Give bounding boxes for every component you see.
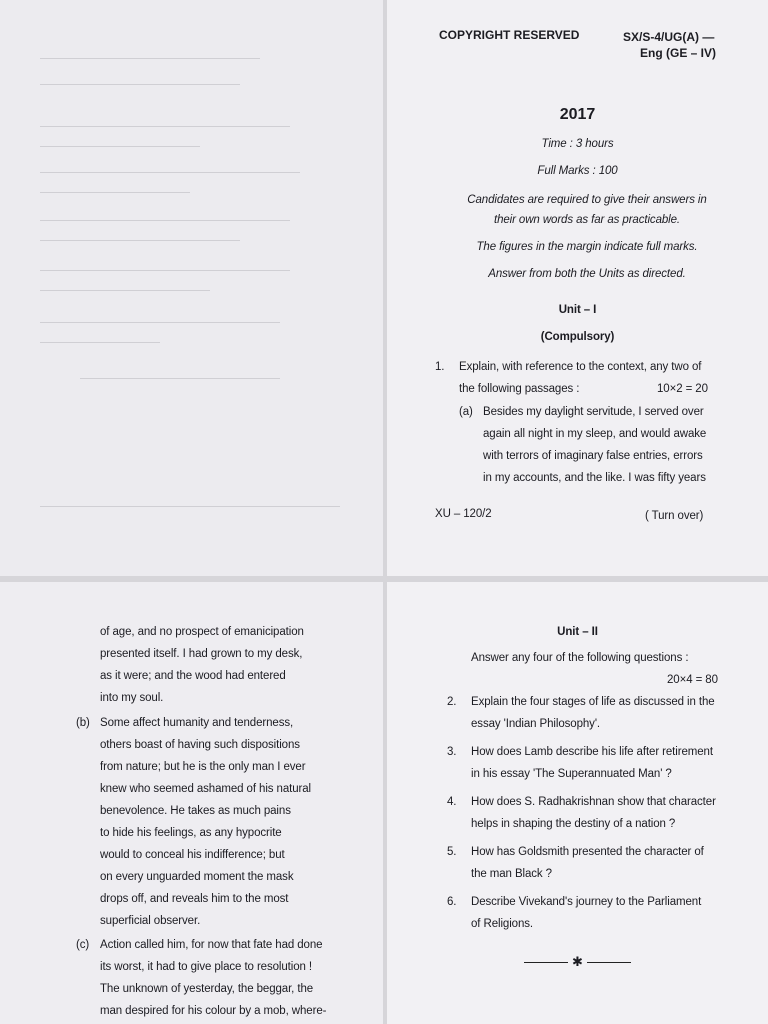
show-through-line bbox=[40, 126, 290, 127]
passage-text: as it were; and the wood had entered bbox=[100, 670, 286, 682]
unit2-instruction: Answer any four of the following questions : bbox=[471, 652, 689, 664]
question-text: essay 'Indian Philosophy'. bbox=[471, 718, 601, 730]
show-through-line bbox=[80, 378, 280, 379]
passage-text: to hide his feelings, as any hypocrite bbox=[100, 827, 282, 839]
question-text: Explain, with reference to the context, any two of bbox=[459, 361, 702, 373]
footer-code: XU – 120/2 bbox=[435, 508, 492, 520]
passage-text: drops off, and reveals him to the most bbox=[100, 893, 289, 905]
question-number: 2. bbox=[447, 696, 457, 708]
page-passages bbox=[0, 582, 383, 1024]
unit2-marks: 20×4 = 80 bbox=[667, 674, 718, 686]
question-text: Explain the four stages of life as discussed in the bbox=[471, 696, 715, 708]
passage-text: on every unguarded moment the mask bbox=[100, 871, 294, 883]
question-number: 6. bbox=[447, 896, 457, 908]
end-asterisk: ✱ bbox=[572, 954, 583, 969]
unit1-subtitle: (Compulsory) bbox=[540, 331, 615, 343]
question-text: the following passages : bbox=[459, 383, 580, 395]
instruction-line: The figures in the margin indicate full marks. bbox=[476, 241, 698, 253]
passage-label: (b) bbox=[76, 717, 90, 729]
passage-text: from nature; but he is the only man I ever bbox=[100, 761, 306, 773]
exam-year: 2017 bbox=[559, 106, 596, 123]
page-cover bbox=[387, 0, 768, 576]
question-text: the man Black ? bbox=[471, 868, 552, 880]
page-unit2 bbox=[387, 582, 768, 1024]
passage-text: The unknown of yesterday, the beggar, the bbox=[100, 983, 314, 995]
question-text: How has Goldsmith presented the character of bbox=[471, 846, 704, 858]
passage-text: presented itself. I had grown to my desk, bbox=[100, 648, 303, 660]
passage-text: Besides my daylight servitude, I served over bbox=[483, 406, 704, 418]
question-number: 1. bbox=[435, 361, 445, 373]
passage-label: (a) bbox=[459, 406, 473, 418]
passage-text: knew who seemed ashamed of his natural bbox=[100, 783, 311, 795]
passage-text: man despired for his colour by a mob, where- bbox=[100, 1005, 327, 1017]
passage-text: superficial observer. bbox=[100, 915, 201, 927]
divider-line bbox=[587, 962, 631, 963]
divider-line bbox=[524, 962, 568, 963]
instruction-line: Answer from both the Units as directed. bbox=[488, 268, 686, 280]
passage-text: with terrors of imaginary false entries, errors bbox=[483, 450, 703, 462]
show-through-line bbox=[40, 322, 280, 323]
copyright-label: COPYRIGHT RESERVED bbox=[439, 28, 580, 42]
passage-text: again all night in my sleep, and would awake bbox=[483, 428, 707, 440]
instruction-line: Candidates are required to give their answers in bbox=[467, 194, 707, 206]
passage-text: would to conceal his indifference; but bbox=[100, 849, 285, 861]
show-through-line bbox=[40, 270, 290, 271]
show-through-line bbox=[40, 342, 160, 343]
question-text: How does S. Radhakrishnan show that character bbox=[471, 796, 716, 808]
show-through-line bbox=[40, 146, 200, 147]
instruction-line: their own words as far as practicable. bbox=[493, 214, 681, 226]
unit2-title: Unit – II bbox=[557, 626, 598, 638]
show-through-line bbox=[40, 240, 240, 241]
passage-text: others boast of having such dispositions bbox=[100, 739, 300, 751]
passage-text: its worst, it had to give place to resolution ! bbox=[100, 961, 312, 973]
question-text: helps in shaping the destiny of a nation ? bbox=[471, 818, 676, 830]
paper-code-line2: Eng (GE – IV) bbox=[640, 46, 717, 60]
show-through-line bbox=[40, 290, 210, 291]
passage-text: Action called him, for now that fate had done bbox=[100, 939, 323, 951]
show-through-line bbox=[40, 84, 240, 85]
passage-label: (c) bbox=[76, 939, 90, 951]
show-through-line bbox=[40, 506, 340, 507]
question-marks: 10×2 = 20 bbox=[657, 383, 708, 395]
exam-time: Time : 3 hours bbox=[541, 138, 614, 150]
question-text: How does Lamb describe his life after retirement bbox=[471, 746, 713, 758]
passage-text: benevolence. He takes as much pains bbox=[100, 805, 291, 817]
passage-text: of age, and no prospect of emanicipation bbox=[100, 626, 304, 638]
end-divider bbox=[387, 954, 768, 970]
passage-text: in my accounts, and the like. I was fifty years bbox=[483, 472, 706, 484]
question-number: 3. bbox=[447, 746, 457, 758]
show-through-line bbox=[40, 192, 190, 193]
page-blank-back bbox=[0, 0, 383, 576]
full-marks: Full Marks : 100 bbox=[537, 165, 618, 177]
unit1-title: Unit – I bbox=[558, 304, 597, 316]
paper-code-line1: SX/S-4/UG(A) — bbox=[623, 30, 715, 44]
passage-text: into my soul. bbox=[100, 692, 164, 704]
turn-over: ( Turn over) bbox=[645, 510, 704, 522]
question-number: 5. bbox=[447, 846, 457, 858]
passage-text: Some affect humanity and tenderness, bbox=[100, 717, 294, 729]
question-number: 4. bbox=[447, 796, 457, 808]
question-text: in his essay 'The Superannuated Man' ? bbox=[471, 768, 672, 780]
show-through-line bbox=[40, 172, 300, 173]
show-through-text bbox=[40, 30, 340, 52]
show-through-line bbox=[40, 58, 260, 59]
show-through-line bbox=[40, 220, 290, 221]
question-text: Describe Vivekand's journey to the Parliament bbox=[471, 896, 702, 908]
question-text: of Religions. bbox=[471, 918, 533, 930]
